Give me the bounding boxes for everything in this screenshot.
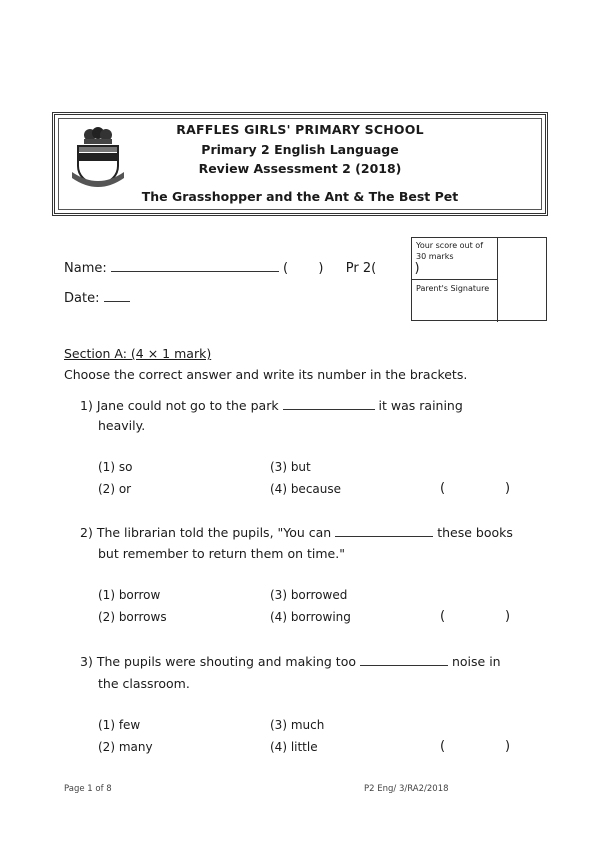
name-label: Name:: [64, 261, 107, 276]
question-text: these books: [437, 525, 513, 540]
page-number: Page 1 of 8: [64, 784, 112, 794]
option: (1) few: [98, 718, 141, 732]
paper-code: P2 Eng/ 3/RA2/2018: [364, 784, 449, 794]
date-row: [64, 291, 130, 306]
topic-title: The Grasshopper and the Ant & The Best Pet: [141, 189, 459, 204]
question-number: 3): [80, 654, 93, 669]
answer-bracket-open: (: [440, 609, 446, 624]
option: (4) little: [270, 740, 318, 754]
score-box: [411, 237, 547, 321]
answer-blank[interactable]: [283, 409, 375, 410]
assessment-title: Review Assessment 2 (2018): [198, 161, 402, 176]
question-text: it was raining: [378, 398, 463, 413]
answer-bracket-close: ): [505, 481, 511, 496]
section-title: Section A: (4 × 1 mark): [64, 346, 212, 361]
option: (3) but: [270, 460, 311, 474]
question-1-line2: heavily.: [98, 418, 146, 433]
answer-blank[interactable]: [360, 665, 448, 666]
class-label: Pr 2(: [345, 261, 377, 276]
school-name: RAFFLES GIRLS' PRIMARY SCHOOL: [176, 122, 424, 137]
question-3-line2: the classroom.: [98, 676, 190, 691]
answer-blank[interactable]: [335, 536, 433, 537]
question-number: 1): [80, 398, 93, 413]
question-2: [80, 523, 513, 543]
index-paren-close: ): [318, 261, 324, 276]
name-row: [64, 261, 420, 276]
name-field[interactable]: [111, 271, 279, 272]
section-instruction: Choose the correct answer and write its number in the brackets.: [64, 367, 468, 382]
question-text: The librarian told the pupils, "You can: [96, 525, 332, 540]
option: (2) many: [98, 740, 153, 754]
subject-title: Primary 2 English Language: [201, 142, 399, 157]
option: (2) or: [98, 482, 132, 496]
answer-bracket-open: (: [440, 481, 446, 496]
question-text: The pupils were shouting and making too: [96, 654, 356, 669]
option: (1) so: [98, 460, 133, 474]
question-1: [80, 396, 463, 416]
answer-field-3[interactable]: [450, 738, 500, 756]
answer-field-1[interactable]: [450, 480, 500, 498]
date-field[interactable]: [104, 301, 130, 302]
signature-label: Parent's Signature: [412, 280, 498, 322]
question-2-line2: but remember to return them on time.": [98, 546, 345, 561]
option: (3) much: [270, 718, 325, 732]
option: (3) borrowed: [270, 588, 348, 602]
option: (2) borrows: [98, 610, 167, 624]
question-number: 2): [80, 525, 93, 540]
question-text: noise in: [451, 654, 501, 669]
date-label: Date:: [64, 291, 100, 306]
answer-bracket-close: ): [505, 609, 511, 624]
class-paren-close: ): [414, 261, 420, 276]
index-paren-open: (: [283, 261, 289, 276]
option: (4) because: [270, 482, 342, 496]
answer-bracket-close: ): [505, 739, 511, 754]
score-label: Your score out of 30 marks: [412, 238, 498, 280]
answer-field-2[interactable]: [450, 608, 500, 626]
question-text: Jane could not go to the park: [96, 398, 279, 413]
option: (4) borrowing: [270, 610, 351, 624]
question-3: [80, 652, 501, 672]
option: (1) borrow: [98, 588, 161, 602]
answer-bracket-open: (: [440, 739, 446, 754]
